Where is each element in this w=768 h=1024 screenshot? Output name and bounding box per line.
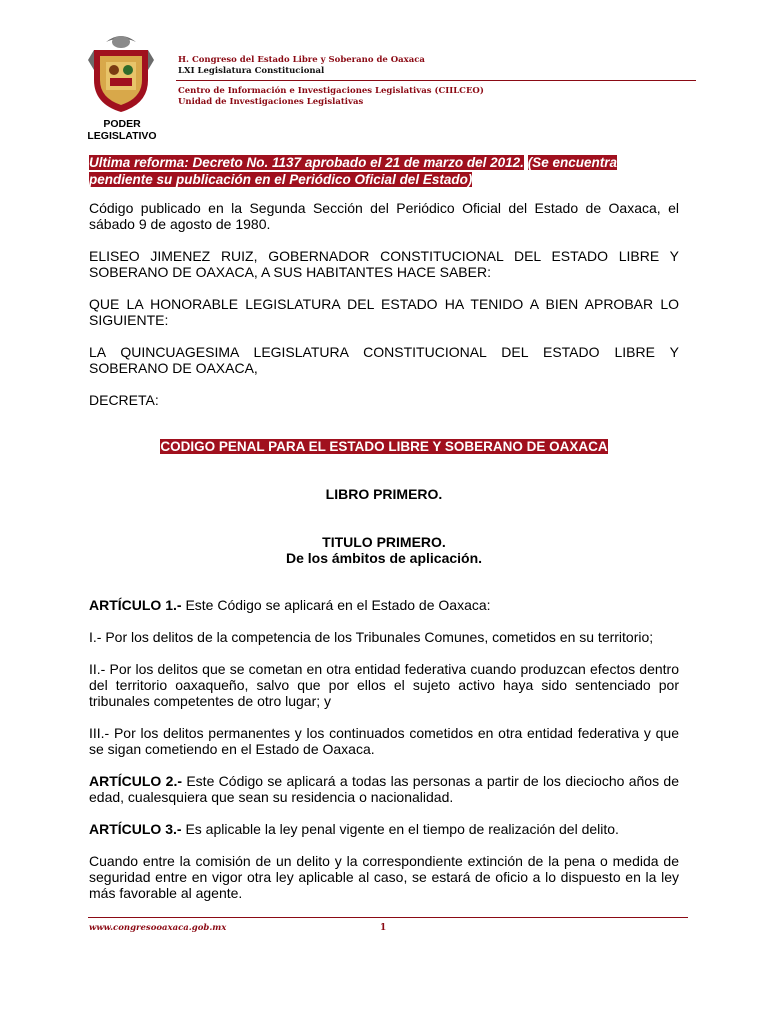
- article-1-item-i: I.- Por los delitos de la competencia de los Tribunales Comunes, cometidos en su territorio;: [89, 629, 654, 645]
- approval-paragraph: QUE LA HONORABLE LEGISLATURA DEL ESTADO HA TENIDO A BIEN APROBAR LO SIGUIENTE:: [89, 296, 679, 328]
- article-1-label: ARTÍCULO 1.-: [89, 597, 182, 613]
- article-3: [89, 821, 679, 837]
- legislature-name: LXI Legislatura Constitucional: [178, 66, 325, 76]
- article-2-label: ARTÍCULO 2.-: [89, 773, 182, 789]
- decreta-line: DECRETA:: [89, 392, 159, 408]
- seal-label: PODER LEGISLATIVO: [87, 118, 157, 142]
- congress-name: H. Congreso del Estado Libre y Soberano de Oaxaca: [178, 55, 425, 65]
- center-name: Centro de Información e Investigaciones Legislativas (CIILCEO): [178, 86, 484, 96]
- article-1-text: Este Código se aplicará en el Estado de Oaxaca:: [181, 597, 491, 613]
- article-1: [89, 597, 679, 613]
- article-3-paragraph: Cuando entre la comisión de un delito y la correspondiente extinción de la pena o medida de seguridad entre en vigor otra ley aplicable al caso, se estará de oficio a lo dispuesto en la ley más favorable al agente.: [89, 853, 679, 901]
- legislature-paragraph: LA QUINCUAGESIMA LEGISLATURA CONSTITUCIONAL DEL ESTADO LIBRE Y SOBERANO DE OAXACA,: [89, 344, 679, 376]
- header-divider: [176, 80, 696, 81]
- article-2-text: Este Código se aplicará a todas las personas a partir de los dieciocho años de edad, cualesquiera que sean su residencia o nacionalidad.: [89, 773, 679, 805]
- code-title: [89, 439, 679, 455]
- article-3-text: Es aplicable la ley penal vigente en el tiempo de realización del delito.: [181, 821, 619, 837]
- title-heading: TITULO PRIMERO.: [322, 534, 446, 550]
- reform-notice: [89, 154, 679, 188]
- congress-header: [178, 55, 425, 77]
- code-title-text: CODIGO PENAL PARA EL ESTADO LIBRE Y SOBERANO DE OAXACA: [160, 439, 608, 454]
- book-heading: LIBRO PRIMERO.: [325, 486, 443, 502]
- footer-divider: [88, 917, 688, 918]
- document-body: [89, 154, 679, 901]
- center-header: [178, 86, 484, 108]
- reform-decree: Ultima reforma: Decreto No. 1137 aprobado el 21 de marzo del 2012.: [89, 155, 524, 170]
- article-3-label: ARTÍCULO 3.-: [89, 821, 182, 837]
- governor-paragraph: ELISEO JIMENEZ RUIZ, GOBERNADOR CONSTITUCIONAL DEL ESTADO LIBRE Y SOBERANO DE OAXACA, A SUS HABITANTES HACE SABER:: [89, 248, 679, 280]
- footer-url[interactable]: www.congresooaxaca.gob.mx: [89, 923, 227, 933]
- reform-pending: (Se encuentra pendiente su publicación en el Periódico Oficial del Estado): [89, 155, 617, 187]
- publication-paragraph: Código publicado en la Segunda Sección del Periódico Oficial del Estado de Oaxaca, el sábado 9 de agosto de 1980.: [89, 200, 679, 232]
- article-1-item-iii: III.- Por los delitos permanentes y los continuados cometidos en otra entidad federativa y que se sigan cometiendo en el Estado de Oaxaca.: [89, 725, 679, 757]
- page-number: 1: [380, 923, 387, 933]
- article-2: [89, 773, 679, 805]
- state-seal-logo: [88, 30, 154, 114]
- unit-name: Unidad de Investigaciones Legislativas: [178, 97, 364, 107]
- article-1-item-ii: II.- Por los delitos que se cometan en otra entidad federativa cuando produzcan efectos dentro del territorio oaxaqueño, salvo que por ellos el sujeto activo haya sido sentenciado por tribunales competentes de otro lugar; y: [89, 661, 679, 709]
- title-subheading: De los ámbitos de aplicación.: [285, 550, 483, 566]
